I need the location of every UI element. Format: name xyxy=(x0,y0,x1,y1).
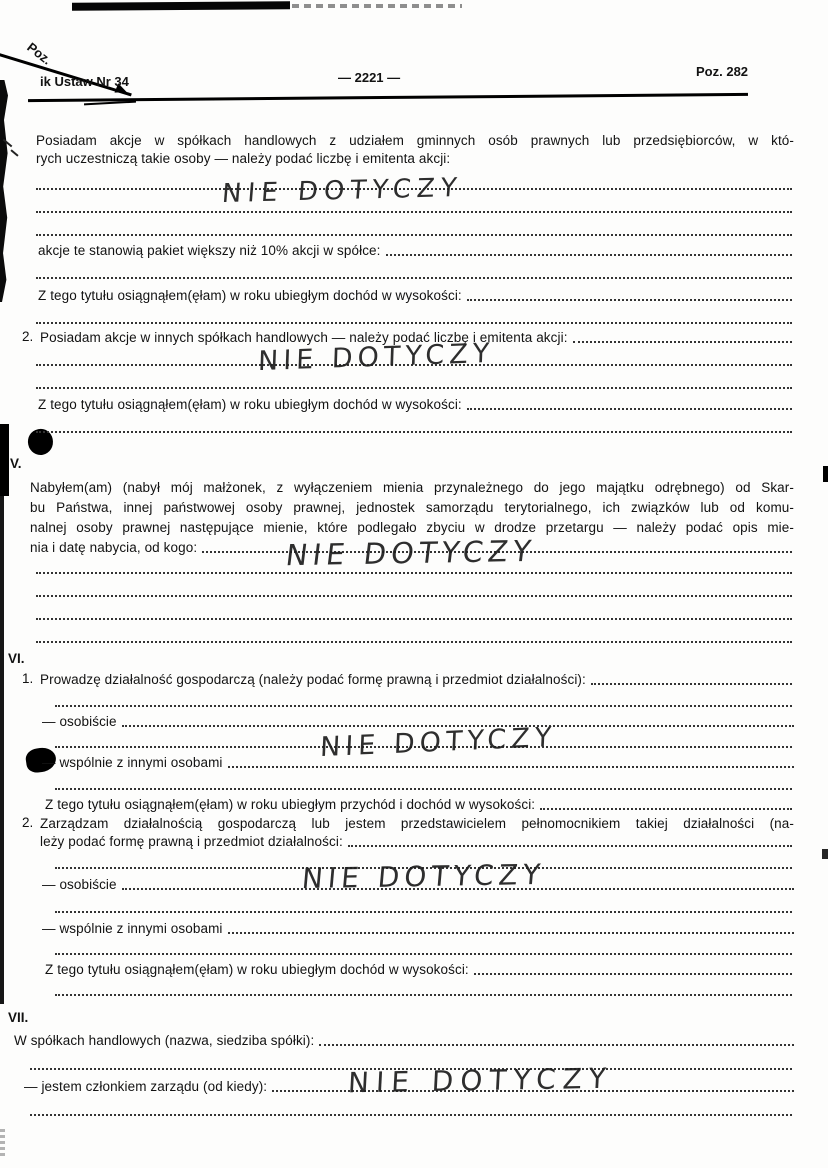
dotted-leader xyxy=(228,762,794,768)
header-rule-stub xyxy=(84,101,136,106)
field-row xyxy=(38,242,792,258)
dotted-leader xyxy=(474,969,792,975)
dotted-leader xyxy=(540,804,792,810)
field-row xyxy=(45,796,792,812)
field-label: W spółkach handlowych (nazwa, siedziba spółki): xyxy=(14,1033,315,1048)
dotted-leader xyxy=(348,841,792,847)
answer-line xyxy=(30,1102,792,1116)
field-label: — osobiście xyxy=(42,877,117,892)
answer-line xyxy=(36,375,792,389)
scan-right-tick xyxy=(823,466,828,482)
form-paragraph: Posiadam akcje w spółkach handlowych z udziałem gminnych osób prawnych lub przedsiębiorców, w któ- xyxy=(36,133,794,148)
dotted-leader xyxy=(228,928,794,934)
field-label: Posiadam akcje w innych spółkach handlowych — należy podać liczbę i emitenta akcji: xyxy=(40,330,568,345)
scan-edge-tick xyxy=(10,149,18,156)
item-number: 1. xyxy=(22,671,34,686)
scan-redaction-bar xyxy=(72,1,290,11)
answer-line xyxy=(55,941,792,955)
form-paragraph: Zarządzam działalnością gospodarczą lub jestem przedstawicielem pełnomocnikiem takiej działalności (na- xyxy=(40,816,794,831)
field-row xyxy=(40,833,792,849)
field-row xyxy=(38,287,792,303)
dotted-leader xyxy=(573,337,792,343)
item-number: 2. xyxy=(22,815,34,830)
field-row xyxy=(40,671,792,687)
form-paragraph: rych uczestniczą takie osoby — należy podać liczbę i emitenta akcji: xyxy=(36,151,451,166)
answer-line xyxy=(36,606,792,620)
handwritten-entry: NIE DOTYCZY xyxy=(257,337,495,378)
field-row xyxy=(14,1032,794,1048)
answer-line xyxy=(36,629,792,643)
field-label: akcje te stanowią pakiet większy niż 10% akcji w spółce: xyxy=(38,243,381,258)
scan-edge-bar xyxy=(0,424,9,496)
field-label: nia i datę nabycia, od kogo: xyxy=(30,540,198,555)
form-paragraph: Nabyłem(am) (nabył mój małżonek, z wyłączeniem mienia przynależnego do jego majątku odrębnego) od Skar- xyxy=(30,480,794,495)
dotted-leader xyxy=(591,679,792,685)
journal-title: ik Ustaw Nr 34 xyxy=(40,74,129,89)
field-label: — wspólnie z innymi osobami xyxy=(42,755,223,770)
page-number: — 2221 — xyxy=(338,70,401,85)
field-label: — osobiście xyxy=(42,714,117,729)
field-label: leży podać formę prawną i przedmiot działalności: xyxy=(40,834,343,849)
handwritten-entry: NIE DOTYCZY xyxy=(283,533,538,573)
field-label: Z tego tytułu osiągnąłem(ęłam) w roku ubiegłym dochód w wysokości: xyxy=(38,397,462,412)
answer-line xyxy=(36,265,792,279)
scan-edge-streak xyxy=(0,80,8,302)
field-label: Z tego tytułu osiągnąłem(ęłam) w roku ubiegłym dochód w wysokości: xyxy=(38,288,462,303)
section-heading: VI. xyxy=(8,651,25,666)
field-label: Prowadzę działalność gospodarczą (należy podać formę prawną i przedmiot działalności): xyxy=(40,672,586,687)
answer-line xyxy=(55,693,792,707)
field-label: Z tego tytułu osiągnąłem(ęłam) w roku ubiegłym przychód i dochód w wysokości: xyxy=(45,797,536,812)
dotted-leader xyxy=(467,295,792,301)
scan-bottom-smudge xyxy=(0,1126,5,1156)
field-row xyxy=(38,396,792,412)
scan-redaction-bar-tail xyxy=(292,4,462,8)
answer-line xyxy=(55,899,792,913)
answer-line xyxy=(36,199,792,213)
answer-line xyxy=(36,419,792,433)
header-rule xyxy=(28,93,748,102)
handwritten-entry: NIE DOTYCZY xyxy=(220,172,464,210)
answer-line xyxy=(55,982,792,996)
answer-line xyxy=(36,310,792,324)
handwritten-entry: NIE DOTYCZY xyxy=(347,1061,614,1100)
section-heading: V. xyxy=(10,456,22,471)
position-number: Poz. 282 xyxy=(696,64,749,79)
form-paragraph: nalnej osoby prawnej następujące mienie, które podlegało zbyciu w drodze przetargu — należy podać opis mie- xyxy=(30,520,794,535)
handwritten-entry: NIE DOTYCZY xyxy=(300,857,547,896)
form-paragraph: bu Państwa, innej państwowej osoby prawnej, jednostek samorządu terytorialnego, ich związków lub od komu- xyxy=(30,500,794,515)
dotted-leader xyxy=(467,404,792,410)
dotted-leader xyxy=(386,250,793,256)
field-row xyxy=(42,920,794,936)
field-row xyxy=(45,961,792,977)
field-label: Z tego tytułu osiągnąłem(ęłam) w roku ubiegłym dochód w wysokości: xyxy=(45,962,469,977)
section-heading: VII. xyxy=(8,1010,29,1025)
answer-line xyxy=(36,222,792,236)
item-number: 2. xyxy=(22,329,34,344)
answer-line xyxy=(36,583,792,597)
dotted-leader xyxy=(319,1040,794,1046)
field-row xyxy=(42,754,794,770)
scan-right-tick xyxy=(822,849,828,859)
field-label: — wspólnie z innymi osobami xyxy=(42,921,223,936)
corner-poz-mark: Poz. xyxy=(24,39,55,68)
handwritten-entry: NIE DOTYCZY xyxy=(319,721,557,764)
answer-line xyxy=(55,776,792,790)
scan-edge-strip xyxy=(0,496,4,1004)
field-label: — jestem członkiem zarządu (od kiedy): xyxy=(24,1079,268,1094)
field-row xyxy=(42,713,794,729)
